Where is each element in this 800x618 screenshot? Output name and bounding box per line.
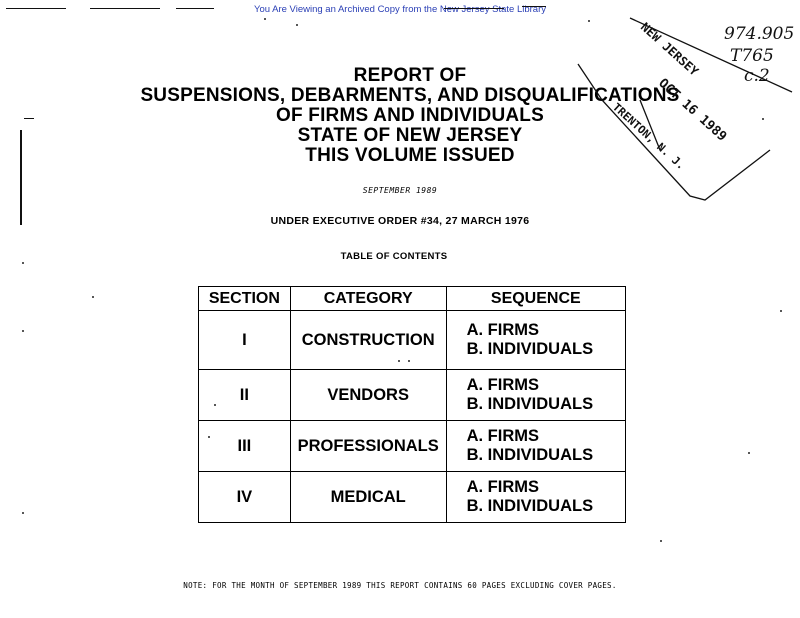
call-number-line: c.2 bbox=[744, 66, 770, 86]
category-name: PROFESSIONALS bbox=[290, 421, 446, 472]
stamp-top-text: NEW JERSEY bbox=[637, 19, 702, 79]
sequence-cell bbox=[446, 311, 625, 370]
scan-rule bbox=[444, 8, 504, 9]
sequence-firms: A. FIRMS bbox=[466, 376, 540, 394]
stamp-date: OCT 16 1989 bbox=[655, 75, 730, 145]
scan-rule bbox=[90, 8, 160, 9]
toc-heading: TABLE OF CONTENTS bbox=[340, 251, 448, 262]
sequence-individuals: B. INDIVIDUALS bbox=[466, 446, 594, 464]
sequence-cell bbox=[446, 370, 625, 421]
scan-speck bbox=[264, 18, 266, 20]
sequence-individuals: B. INDIVIDUALS bbox=[466, 340, 594, 358]
title-line: OF FIRMS AND INDIVIDUALS bbox=[276, 105, 544, 126]
scan-speck bbox=[92, 296, 94, 298]
sequence-individuals: B. INDIVIDUALS bbox=[466, 497, 594, 515]
scan-speck bbox=[22, 512, 24, 514]
call-number-line: T765 bbox=[730, 46, 774, 66]
margin-line bbox=[20, 130, 22, 225]
page-count-note: NOTE: FOR THE MONTH OF SEPTEMBER 1989 THIS REPORT CONTAINS 60 PAGES EXCLUDING COVER PAGES. bbox=[183, 581, 617, 590]
scan-speck bbox=[660, 540, 662, 542]
sequence-firms: A. FIRMS bbox=[466, 478, 540, 496]
scan-speck bbox=[398, 360, 400, 362]
sequence-firms: A. FIRMS bbox=[466, 321, 540, 339]
table-row bbox=[199, 472, 626, 523]
scan-speck bbox=[22, 262, 24, 264]
archive-banner: You Are Viewing an Archived Copy from the New Jersey State Library bbox=[253, 4, 546, 15]
scan-speck bbox=[780, 310, 782, 312]
title-line: REPORT OF bbox=[353, 65, 467, 86]
scan-speck bbox=[408, 360, 410, 362]
title-line: STATE OF NEW JERSEY bbox=[297, 125, 523, 146]
table-row bbox=[199, 370, 626, 421]
toc-header-row bbox=[199, 287, 626, 311]
issue-date: SEPTEMBER 1989 bbox=[362, 186, 438, 195]
scan-speck bbox=[296, 24, 298, 26]
scan-speck bbox=[208, 436, 210, 438]
header-category: CATEGORY bbox=[290, 287, 446, 311]
scan-rule bbox=[176, 8, 214, 9]
title-line: SUSPENSIONS, DEBARMENTS, AND DISQUALIFICATIONS bbox=[140, 85, 680, 106]
header-section: SECTION bbox=[199, 287, 291, 311]
category-name: VENDORS bbox=[290, 370, 446, 421]
margin-tick bbox=[24, 118, 34, 119]
scan-speck bbox=[588, 20, 590, 22]
section-number: IV bbox=[199, 472, 291, 523]
scan-speck bbox=[762, 118, 764, 120]
report-title bbox=[140, 66, 680, 166]
toc-table bbox=[198, 286, 626, 523]
sequence-individuals: B. INDIVIDUALS bbox=[466, 395, 594, 413]
table-row bbox=[199, 421, 626, 472]
title-line: THIS VOLUME ISSUED bbox=[305, 145, 515, 166]
section-number: II bbox=[199, 370, 291, 421]
scan-speck bbox=[22, 330, 24, 332]
category-name: MEDICAL bbox=[290, 472, 446, 523]
sequence-cell bbox=[446, 421, 625, 472]
section-number: III bbox=[199, 421, 291, 472]
executive-order: UNDER EXECUTIVE ORDER #34, 27 MARCH 1976 bbox=[270, 215, 530, 227]
scan-speck bbox=[748, 452, 750, 454]
category-name: CONSTRUCTION bbox=[290, 311, 446, 370]
table-row bbox=[199, 311, 626, 370]
scan-rule bbox=[522, 6, 546, 7]
header-sequence: SEQUENCE bbox=[446, 287, 625, 311]
section-number: I bbox=[199, 311, 291, 370]
scan-speck bbox=[214, 404, 216, 406]
sequence-cell bbox=[446, 472, 625, 523]
sequence-firms: A. FIRMS bbox=[466, 427, 540, 445]
stamp-bottom-text: TRENTON, N. J. bbox=[609, 100, 688, 173]
scan-rule bbox=[6, 8, 66, 9]
call-number-line: 974.905 bbox=[724, 24, 795, 44]
